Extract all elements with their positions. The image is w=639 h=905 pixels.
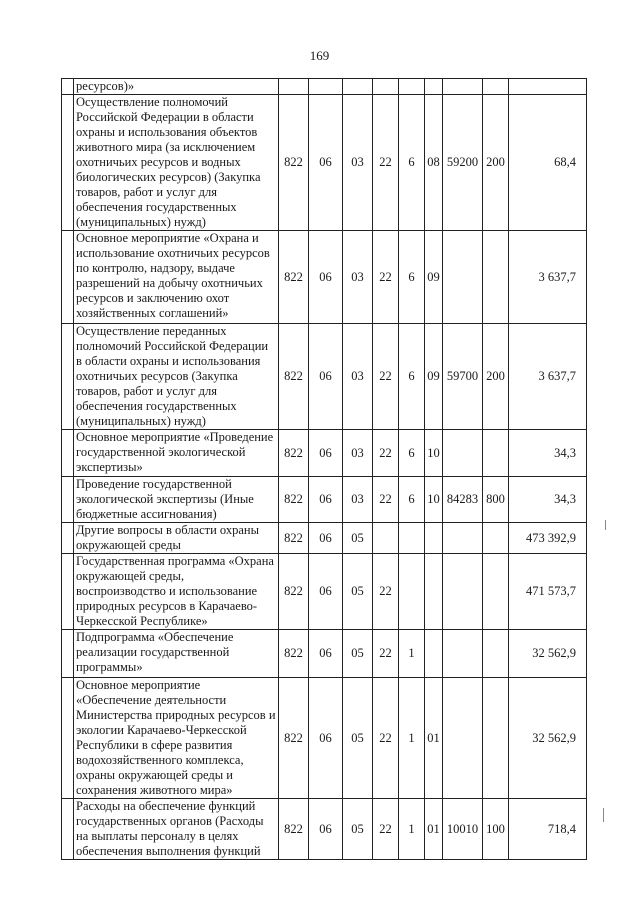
activity-code: 09 xyxy=(425,231,443,324)
activity-code xyxy=(425,554,443,630)
item-name: Другие вопросы в области охраны окружающей среды xyxy=(74,523,279,554)
direction-code xyxy=(443,554,483,630)
program-code: 22 xyxy=(373,799,399,860)
section-code: 06 xyxy=(309,554,343,630)
section-code: 06 xyxy=(309,678,343,799)
direction-code xyxy=(443,79,483,95)
section-code: 06 xyxy=(309,477,343,523)
subsection-code: 05 xyxy=(343,678,373,799)
row-stub-cell xyxy=(62,523,74,554)
row-stub-cell xyxy=(62,678,74,799)
direction-code: 10010 xyxy=(443,799,483,860)
subsection-code xyxy=(343,79,373,95)
activity-code: 10 xyxy=(425,430,443,477)
row-stub-cell xyxy=(62,477,74,523)
expense-type-code xyxy=(483,430,509,477)
subprogram-code: 1 xyxy=(399,678,425,799)
activity-code: 09 xyxy=(425,324,443,430)
program-code xyxy=(373,523,399,554)
section-code: 06 xyxy=(309,630,343,678)
admin-code: 822 xyxy=(279,799,309,860)
expense-type-code xyxy=(483,630,509,678)
item-name: ресурсов)» xyxy=(74,79,279,95)
subprogram-code: 6 xyxy=(399,477,425,523)
expense-type-code: 200 xyxy=(483,324,509,430)
program-code: 22 xyxy=(373,324,399,430)
subsection-code: 03 xyxy=(343,231,373,324)
subprogram-code xyxy=(399,523,425,554)
expense-type-code xyxy=(483,231,509,324)
program-code: 22 xyxy=(373,231,399,324)
direction-code: 84283 xyxy=(443,477,483,523)
row-stub-cell xyxy=(62,79,74,95)
section-code: 06 xyxy=(309,430,343,477)
program-code: 22 xyxy=(373,477,399,523)
subprogram-code xyxy=(399,554,425,630)
direction-code: 59200 xyxy=(443,95,483,231)
item-name: Проведение государственной экологической экспертизы (Иные бюджетные ассигнования) xyxy=(74,477,279,523)
section-code: 06 xyxy=(309,799,343,860)
amount xyxy=(509,79,587,95)
table-row xyxy=(62,231,587,324)
table-row xyxy=(62,799,587,860)
admin-code xyxy=(279,79,309,95)
row-stub-cell xyxy=(62,95,74,231)
section-code: 06 xyxy=(309,324,343,430)
program-code: 22 xyxy=(373,630,399,678)
row-stub-cell xyxy=(62,324,74,430)
section-code: 06 xyxy=(309,95,343,231)
admin-code: 822 xyxy=(279,554,309,630)
direction-code xyxy=(443,630,483,678)
subsection-code: 03 xyxy=(343,477,373,523)
table-row xyxy=(62,95,587,231)
direction-code xyxy=(443,231,483,324)
amount: 3 637,7 xyxy=(509,324,587,430)
section-code xyxy=(309,79,343,95)
section-code: 06 xyxy=(309,231,343,324)
expense-type-code xyxy=(483,79,509,95)
subsection-code: 05 xyxy=(343,630,373,678)
subsection-code: 03 xyxy=(343,324,373,430)
subprogram-code: 1 xyxy=(399,799,425,860)
activity-code: 01 xyxy=(425,678,443,799)
table-row xyxy=(62,430,587,477)
direction-code xyxy=(443,523,483,554)
amount: 3 637,7 xyxy=(509,231,587,324)
expense-type-code xyxy=(483,678,509,799)
program-code: 22 xyxy=(373,95,399,231)
amount: 32 562,9 xyxy=(509,630,587,678)
item-name: Осуществление полномочий Российской Федерации в области охраны и использования объектов животного мира (за исключением охотничьих ресурсов и водных биологических ресурсов) (Закупка товаров, работ и услуг для обеспечения государственных (муниципальных) нужд) xyxy=(74,95,279,231)
program-code: 22 xyxy=(373,554,399,630)
expense-type-code: 200 xyxy=(483,95,509,231)
admin-code: 822 xyxy=(279,231,309,324)
direction-code xyxy=(443,430,483,477)
subprogram-code: 6 xyxy=(399,430,425,477)
item-name: Расходы на обеспечение функций государственных органов (Расходы на выплаты персоналу в целях обеспечения выполнения функций xyxy=(74,799,279,860)
direction-code: 59700 xyxy=(443,324,483,430)
amount: 68,4 xyxy=(509,95,587,231)
scan-edge-mark xyxy=(603,808,604,822)
item-name: Подпрограмма «Обеспечение реализации государственной программы» xyxy=(74,630,279,678)
subsection-code: 05 xyxy=(343,523,373,554)
admin-code: 822 xyxy=(279,95,309,231)
expense-type-code: 800 xyxy=(483,477,509,523)
amount: 32 562,9 xyxy=(509,678,587,799)
activity-code xyxy=(425,523,443,554)
table-row xyxy=(62,678,587,799)
subprogram-code xyxy=(399,79,425,95)
amount: 718,4 xyxy=(509,799,587,860)
admin-code: 822 xyxy=(279,477,309,523)
table-row xyxy=(62,630,587,678)
expense-type-code xyxy=(483,554,509,630)
amount: 471 573,7 xyxy=(509,554,587,630)
item-name: Государственная программа «Охрана окружающей среды, воспроизводство и использование природных ресурсов в Карачаево-Черкесской Республике» xyxy=(74,554,279,630)
admin-code: 822 xyxy=(279,430,309,477)
activity-code xyxy=(425,79,443,95)
activity-code: 08 xyxy=(425,95,443,231)
row-stub-cell xyxy=(62,554,74,630)
item-name: Основное мероприятие «Охрана и использование охотничьих ресурсов по контролю, надзору, выдаче разрешений на добычу охотничьих ресурсов и заключению охот хозяйственных соглашений» xyxy=(74,231,279,324)
amount: 473 392,9 xyxy=(509,523,587,554)
table-row xyxy=(62,523,587,554)
subsection-code: 05 xyxy=(343,554,373,630)
scan-edge-mark xyxy=(605,520,606,530)
activity-code: 01 xyxy=(425,799,443,860)
amount: 34,3 xyxy=(509,477,587,523)
table-row xyxy=(62,477,587,523)
item-name: Основное мероприятие «Обеспечение деятельности Министерства природных ресурсов и экологии Карачаево-Черкесской Республики в сфере развития водохозяйственного комплекса, охраны окружающей среды и сохранения животного мира» xyxy=(74,678,279,799)
section-code: 06 xyxy=(309,523,343,554)
row-stub-cell xyxy=(62,799,74,860)
subsection-code: 03 xyxy=(343,95,373,231)
budget-table xyxy=(61,78,587,860)
subprogram-code: 6 xyxy=(399,95,425,231)
page-number: 169 xyxy=(309,48,330,63)
row-stub-cell xyxy=(62,630,74,678)
expense-type-code xyxy=(483,523,509,554)
item-name: Осуществление переданных полномочий Российской Федерации в области охраны и использования охотничьих ресурсов (Закупка товаров, работ и услуг для обеспечения государственных (муниципальных) нужд) xyxy=(74,324,279,430)
subprogram-code: 1 xyxy=(399,630,425,678)
admin-code: 822 xyxy=(279,324,309,430)
admin-code: 822 xyxy=(279,523,309,554)
program-code: 22 xyxy=(373,430,399,477)
subsection-code: 05 xyxy=(343,799,373,860)
expense-type-code: 100 xyxy=(483,799,509,860)
row-stub-cell xyxy=(62,231,74,324)
subprogram-code: 6 xyxy=(399,324,425,430)
program-code: 22 xyxy=(373,678,399,799)
item-name: Основное мероприятие «Проведение государственной экологической экспертизы» xyxy=(74,430,279,477)
amount: 34,3 xyxy=(509,430,587,477)
table-row xyxy=(62,79,587,95)
table-row xyxy=(62,554,587,630)
activity-code xyxy=(425,630,443,678)
program-code xyxy=(373,79,399,95)
admin-code: 822 xyxy=(279,678,309,799)
table-row xyxy=(62,324,587,430)
subsection-code: 03 xyxy=(343,430,373,477)
admin-code: 822 xyxy=(279,630,309,678)
row-stub-cell xyxy=(62,430,74,477)
subprogram-code: 6 xyxy=(399,231,425,324)
activity-code: 10 xyxy=(425,477,443,523)
direction-code xyxy=(443,678,483,799)
